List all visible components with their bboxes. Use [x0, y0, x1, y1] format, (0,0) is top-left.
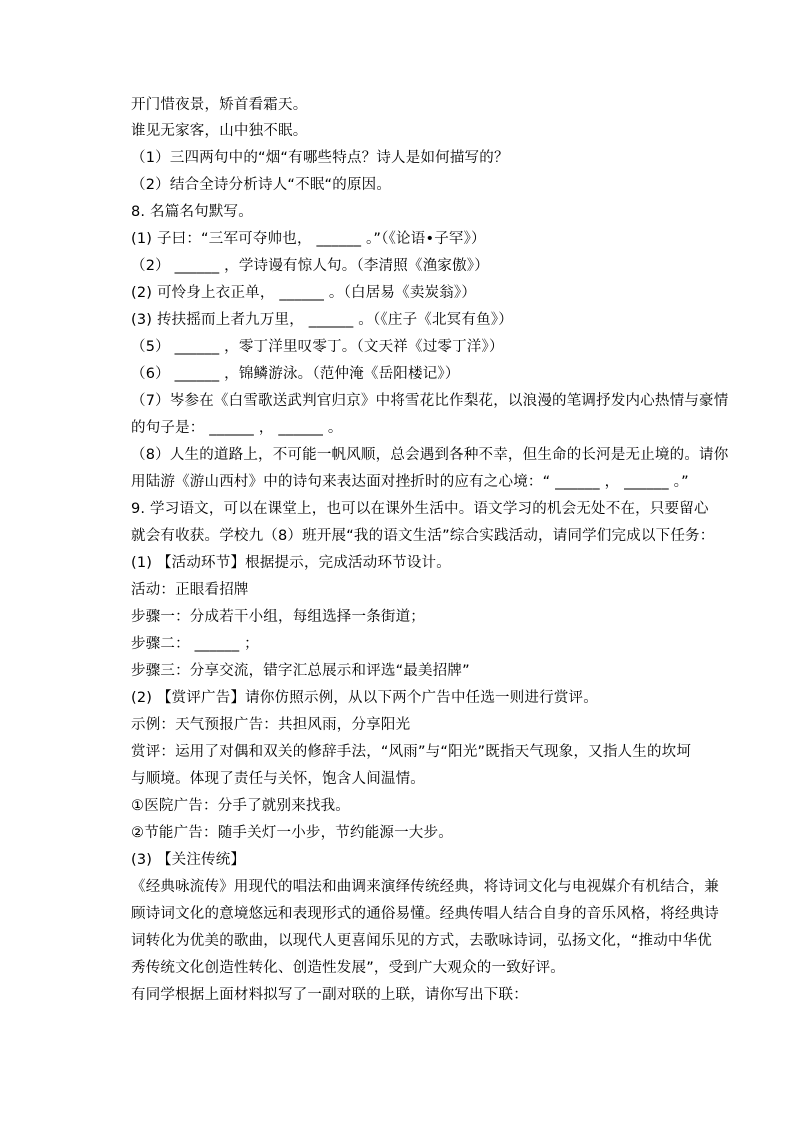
text-line: 与顺境。体现了责任与关怀，饱含人间温情。 [131, 771, 425, 787]
text-line: （8）人生的道路上，不可能一帆风顺，总会遇到各种不幸，但生命的长河是无止境的。请你 [131, 447, 729, 463]
text-line: ①医院广告：分手了就别来找我。 [131, 798, 350, 814]
text-line: （2） ______ ，学诗谩有惊人句。（李清照《渔家傲》） [131, 258, 489, 274]
text-line: 赏评：运用了对偶和双关的修辞手法，“风雨”与“阳光”既指天气现象，又指人生的坎坷 [131, 744, 692, 760]
text-line: 用陆游《游山西村》中的诗句来表达面对挫折时的应有之心境：“ ______ ， ______ 。” [131, 474, 689, 490]
text-line: （7）岑参在《白雪歌送武判官归京》中将雪花比作梨花，以浪漫的笔调抒发内心热情与豪情 [131, 393, 729, 409]
text-line: （1）三四两句中的“烟“有哪些特点？诗人是如何描写的？ [131, 150, 509, 166]
text-line: （5） ______ ，零丁洋里叹零丁。（文天祥《过零丁洋》） [131, 339, 504, 355]
text-line: 的句子是： ______ ， ______ 。 [131, 420, 343, 436]
text-line: （2）结合全诗分析诗人“不眠“的原因。 [131, 177, 392, 193]
text-line: 就会有收获。学校九（8）班开展“我的语文生活”综合实践活动，请同学们完成以下任务： [131, 528, 715, 544]
text-line: 步骤一：分成若干小组，每组选择一条街道； [131, 609, 425, 625]
text-line: 开门惜夜景，矫首看霜天。 [131, 97, 308, 113]
text-line: 9. 学习语文，可以在课堂上，也可以在课外生活中。语文学习的机会无处不在，只要留心 [131, 501, 709, 517]
text-line: (2) 【赏评广告】请你仿照示例，从以下两个广告中任选一则进行赏评。 [131, 690, 598, 706]
text-line: 《经典咏流传》用现代的唱法和曲调来演绎传统经典，将诗词文化与电视媒介有机结合，兼 [131, 879, 719, 895]
text-line: 有同学根据上面材料拟写了一副对联的上联，请你写出下联： [131, 987, 528, 1003]
text-line: 活动：正眼看招牌 [131, 582, 249, 598]
text-line: (1) 子曰：“三军可夺帅也， ______ 。”（《论语•子罕》） [131, 231, 486, 247]
text-line: 顾诗词文化的意境悠远和表现形式的通俗易懂。经典传唱人结合自身的音乐风格，将经典诗 [131, 906, 719, 922]
text-line: 谁见无家客，山中独不眠。 [131, 123, 308, 139]
text-line: (3) 抟扶摇而上者九万里， ______ 。（《庄子《北冥有鱼》） [131, 312, 513, 328]
text-line: （6） ______ ，锦鳞游泳。（范仲淹《岳阳楼记》） [131, 366, 460, 382]
text-line: 8. 名篇名句默写。 [131, 204, 253, 220]
text-line: 示例：天气预报广告：共担风雨，分享阳光 [131, 717, 411, 733]
text-line: 词转化为优美的歌曲，以现代人更喜闻乐见的方式，去歌咏诗词，弘扬文化，“推动中华优 [131, 933, 713, 949]
text-line: (1) 【活动环节】根据提示，完成活动环节设计。 [131, 555, 451, 571]
text-line: (3) 【关注传统】 [131, 852, 246, 868]
text-line: ②节能广告：随手关灯一小步，节约能源一大步。 [131, 825, 453, 841]
text-line: 步骤二： ______ ； [131, 636, 259, 652]
text-line: 秀传统文化创造性转化、创造性发展”，受到广大观众的一致好评。 [131, 960, 566, 976]
text-line: (2) 可怜身上衣正单， ______ 。（白居易《卖炭翁》） [131, 285, 477, 301]
text-line: 步骤三：分享交流，错字汇总展示和评选“最美招牌” [131, 663, 470, 679]
